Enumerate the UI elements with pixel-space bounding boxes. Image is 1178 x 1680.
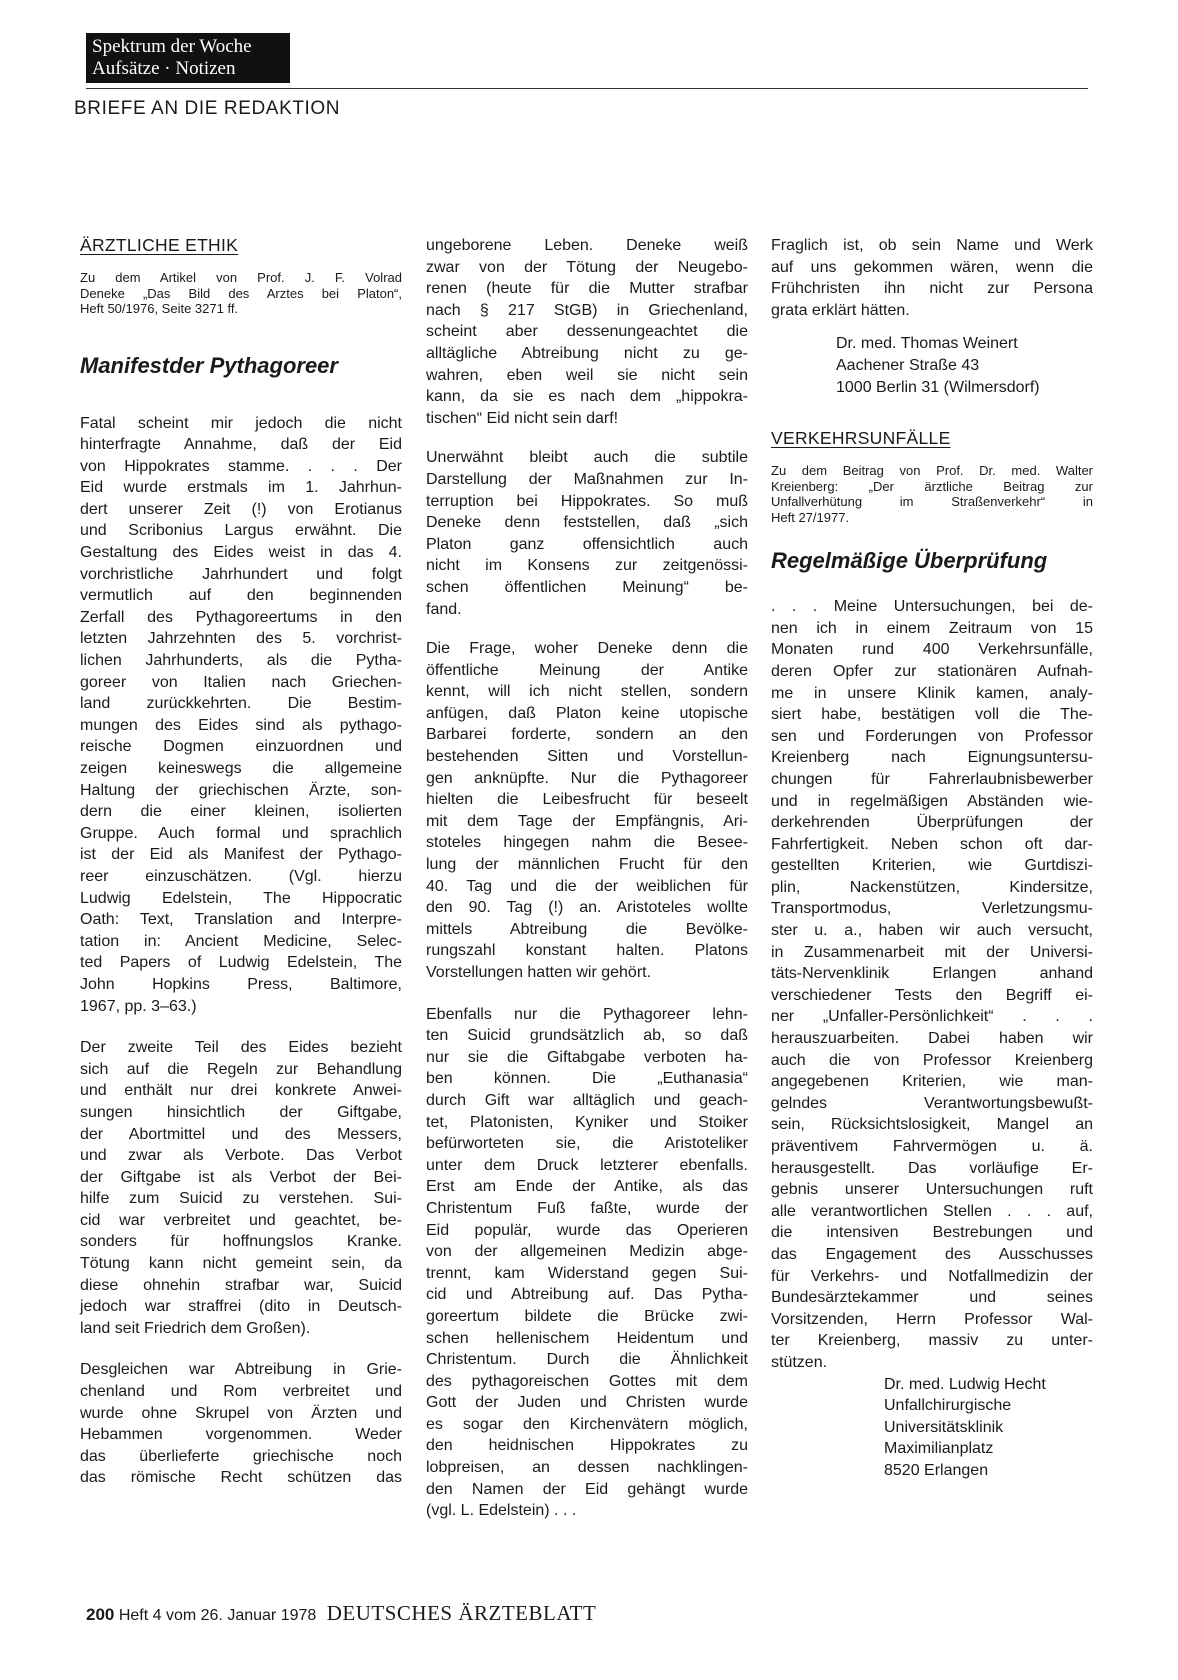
text-line: das Engagement des Ausschusses (771, 1245, 1093, 1263)
text-line: hilfe zum Suicid zu verstehen. Sui- (80, 1190, 402, 1208)
text-line: schen hellenischem Heidentum und (426, 1329, 748, 1347)
text-line: Heft 50/1976, Seite 3271 ff. (80, 301, 239, 316)
journal-name: DEUTSCHES ÄRZTEBLATT (326, 1601, 597, 1625)
paragraph (426, 638, 748, 984)
signature-hecht (884, 1374, 1093, 1482)
text-line: das römische Recht schützen das (80, 1469, 402, 1487)
text-line: vermutlich auf den beginnenden (80, 587, 402, 605)
text-line: Kreienberg nach Eignungsuntersu- (771, 749, 1093, 767)
page-footer (86, 1601, 596, 1626)
text-line: vorchristliche Jahrhundert und folgt (80, 565, 402, 583)
text-line: der Pythagoreer (169, 352, 338, 378)
text-line: Erst am Ende der Antike, als das (426, 1178, 748, 1196)
text-line: gebnis unserer Untersuchungen ruft (771, 1181, 1093, 1199)
text-line: Maximilianplatz (884, 1440, 994, 1458)
paragraph (80, 413, 402, 1018)
text-line: deren Opfer zur stationären Aufnah- (771, 662, 1093, 680)
text-line: ner „Unfaller-Persönlichkeit“ . . . (771, 1008, 1093, 1026)
text-line: reische Dogmen einzuordnen und (80, 738, 402, 756)
text-line: herausgestellt. Das vorläufige Er- (771, 1159, 1093, 1177)
text-line: Ludwig Edelstein, The Hippocratic (80, 889, 402, 907)
text-line: Barbarei forderte, sondern an den (426, 726, 748, 744)
text-line: befürworteten sie, die Aristoteliker (426, 1135, 748, 1153)
text-line: Darstellung der Maßnahmen zur In- (426, 470, 748, 488)
text-line: auch die von Professor Kreienberg (771, 1051, 1093, 1069)
text-line: Oath: Text, Translation and Interpre- (80, 911, 402, 929)
text-line: wurde ohne Skrupel von Ärzten und (80, 1404, 402, 1422)
paragraph (426, 447, 748, 620)
text-line: Manifest (80, 352, 170, 378)
text-line: tet, Platonisten, Kyniker und Stoiker (426, 1113, 748, 1131)
header-rule (86, 88, 1088, 89)
text-line: Haltung der griechischen Ärzte, son- (80, 781, 402, 799)
text-line: auf uns gekommen wären, wenn die (771, 258, 1093, 276)
text-line: (vgl. L. Edelstein) . . . (426, 1502, 577, 1520)
text-line: kennt, will ich nicht stellen, sondern (426, 683, 748, 701)
text-line: cid war verbreitet und geachtet, be- (80, 1211, 402, 1229)
text-line: Unfallchirurgische (884, 1397, 1012, 1415)
text-line: der Abortmittel und des Messers, (80, 1125, 402, 1143)
text-line: Unfallverhütung im Straßenverkehr“ in (771, 494, 1093, 510)
text-line: trennt, kam Widerstand gegen Sui- (426, 1264, 748, 1282)
text-line: dern die einer kleinen, isolierten (80, 803, 402, 821)
text-line: Dr. med. Ludwig Hecht (884, 1375, 1046, 1393)
text-line: reer einzuschätzen. (Vgl. hierzu (80, 867, 402, 885)
text-line: alltägliche Abtreibung nicht zu ge- (426, 344, 748, 362)
text-line: gelndes Verantwortungsbewußt- (771, 1094, 1093, 1112)
text-line: hinterfragte Annahme, daß der Eid (80, 436, 402, 454)
text-line: Gestaltung des Eides weist in das 4. (80, 544, 402, 562)
text-line: ster u. a., haben wir auch versucht, (771, 922, 1093, 940)
text-line: dert unserer Zeit (!) von Erotianus (80, 500, 402, 518)
reference-note (80, 270, 402, 317)
text-line: goreertum bildete die Brücke zwi- (426, 1307, 748, 1325)
text-line: Desgleichen war Abtreibung in Grie- (80, 1361, 402, 1379)
text-line: Tötung kann nicht gemeint sein, da (80, 1255, 402, 1273)
text-line: hielten die Leibesfrucht für beseelt (426, 791, 748, 809)
text-line: derkehrenden Überprüfungen der (771, 814, 1093, 832)
text-line: ist der Eid als Manifest der Pythago- (80, 846, 402, 864)
text-line: öffentliche Meinung der Antike (426, 661, 748, 679)
text-line: Vorstellungen hatten wir gehört. (426, 964, 652, 981)
text-line: den heidnischen Hippokrates zu (426, 1437, 748, 1455)
text-line: Gruppe. Auch formal und sprachlich (80, 824, 402, 842)
text-line: ted Papers of Ludwig Edelstein, The (80, 954, 402, 972)
text-line: Gott der Juden und Christen wurde (426, 1394, 748, 1412)
text-line: den Namen der Eid gehängt wurde (426, 1480, 748, 1498)
text-line: und in regelmäßigen Abständen wie- (771, 792, 1093, 810)
text-line: John Hopkins Press, Baltimore, (80, 975, 402, 993)
text-line: für Verkehrs- und Notfallmedizin der (771, 1267, 1093, 1285)
text-line: Unerwähnt bleibt auch die subtile (426, 449, 748, 467)
paragraph (426, 1004, 748, 1522)
text-line: Kreienberg: „Der ärztliche Beitrag zur (771, 478, 1093, 494)
text-line: Platon ganz offensichtlich auch (426, 535, 748, 553)
text-line: mit dem Tage der Empfängnis, Ari- (426, 812, 748, 830)
text-line: die intensiven Bestrebungen und (771, 1224, 1093, 1242)
text-line: nach § 217 StGB) in Griechenland, (426, 301, 748, 319)
text-line: land seit Friedrich dem Großen). (80, 1319, 311, 1337)
text-line: Christentum Fuß faßte, wurde der (426, 1199, 748, 1217)
text-line: das überlieferte griechische noch (80, 1447, 402, 1465)
signature-weinert (836, 333, 1093, 398)
text-line: jedoch war straffrei (dito in Deutsch- (80, 1298, 402, 1316)
text-line: chungen für Fahrerlaubnisbewerber (771, 770, 1093, 788)
text-line: Eid wurde erstmals im 1. Jahrhun- (80, 479, 402, 497)
text-line: Bundesärztekammer und seines (771, 1289, 1093, 1307)
text-line: zeigen keineswegs die allgemeine (80, 760, 402, 777)
paragraph (426, 235, 748, 429)
text-line: Aachener Straße 43 (836, 356, 980, 374)
header-box-line2: Aufsätze · Notizen (92, 58, 236, 79)
text-line: nen ich in einem Zeitraum von 15 (771, 619, 1093, 637)
text-line: Hebammen vorgenommen. Weder (80, 1426, 402, 1444)
text-line: sungen hinsichtlich der Giftgabe, (80, 1103, 402, 1121)
text-line: rungszahl konstant halten. Platons (426, 942, 748, 960)
text-line: der Giftgabe ist als Verbot der Bei- (80, 1168, 402, 1186)
reference-note (771, 463, 1093, 525)
text-line: Fatal scheint mir jedoch die nicht (80, 414, 402, 432)
text-line: Dr. med. Thomas Weinert (836, 335, 1018, 353)
text-line: und zwar als Verbote. Das Verbot (80, 1147, 402, 1165)
page-number: 200 (86, 1605, 115, 1624)
section-header-box (86, 33, 290, 83)
text-line: Ebenfalls nur die Pythagoreer lehn- (426, 1005, 748, 1023)
kicker-aerztliche-ethik: ÄRZTLICHE ETHIK (80, 235, 239, 255)
text-line: land zurückkehrten. Die Bestim- (80, 695, 402, 713)
text-line: kann, da sie es nach dem „hippokra- (426, 388, 748, 406)
text-line: ten Suicid grundsätzlich ab, so daß (426, 1027, 748, 1045)
text-line: unter dem Druck letzterer ebenfalls. (426, 1156, 748, 1174)
text-line: lichen Jahrhunderts, als die Pytha- (80, 652, 402, 670)
header-box-line1: Spektrum der Woche (92, 36, 252, 57)
text-line: anfügen, daß Platon keine utopische (426, 704, 748, 722)
text-line: nicht im Konsens zur zeitgenössi- (426, 557, 748, 575)
text-line: herauszuarbeiten. Dabei haben wir (771, 1030, 1093, 1048)
text-line: Deneke „Das Bild des Arztes bei Platon“, (80, 285, 402, 301)
text-line: mittels Abtreibung die Bevölke- (426, 920, 748, 938)
headline-manifest (80, 352, 402, 379)
text-line: fand. (426, 600, 462, 618)
text-line: und Scribonius Largus erwähnt. Die (80, 522, 402, 540)
text-line: cid und Abtreibung auf. Das Pytha- (426, 1286, 748, 1304)
paragraph (771, 235, 1093, 321)
headline-regelmaessige-ueberpruefung: Regelmäßige Überprüfung (771, 548, 1048, 574)
text-line: sen und Forderungen von Professor (771, 727, 1093, 745)
text-line: siert habe, bestätigen voll die The- (771, 706, 1093, 724)
text-line: Zerfall des Pythagoreertums in den (80, 608, 402, 626)
text-line: letzten Jahrzehnten des 5. vorchrist- (80, 630, 402, 648)
text-line: zwar von der Tötung der Neugebo- (426, 258, 748, 276)
text-line: wahren, eben weil sie nicht sein (426, 366, 748, 384)
text-line: gen anknüpfte. Nur die Pythagoreer (426, 769, 748, 787)
text-line: Universitätsklinik (884, 1418, 1004, 1436)
paragraph (771, 596, 1093, 1373)
text-line: Fahrfertigkeit. Neben schon oft dar- (771, 835, 1093, 853)
text-line: den 90. Tag (!) an. Aristoteles wollte (426, 899, 748, 917)
kicker-verkehrsunfaelle: VERKEHRSUNFÄLLE (771, 428, 951, 449)
text-line: sich auf die Regeln zur Behandlung (80, 1060, 402, 1078)
text-line: goreer von Italien nach Griechen- (80, 673, 402, 691)
text-line: ter Kreienberg, massiv zu unter- (771, 1332, 1093, 1350)
text-line: stützen. (771, 1353, 828, 1371)
text-line: in Zusammenarbeit mit der Universi- (771, 943, 1093, 961)
text-line: verschiedener Tests den Begriff ei- (771, 986, 1093, 1004)
text-line: stoteles hingegen nahm die Besee- (426, 834, 748, 852)
paragraph (80, 1037, 402, 1339)
text-line: mungen des Eides sind als pythago- (80, 716, 402, 734)
text-line: Die Frage, woher Deneke denn die (426, 640, 748, 658)
text-line: gestellten Kriterien, wie Gurtdiszi- (771, 857, 1093, 875)
text-line: chenland und Rom verbreitet und (80, 1383, 402, 1401)
text-line: Der zweite Teil des Eides bezieht (80, 1039, 402, 1057)
text-line: me in unsere Klinik kamen, analy- (771, 684, 1093, 702)
section-title: BRIEFE AN DIE REDAKTION (74, 98, 341, 119)
text-line: täts-Nervenklinik Erlangen anhand (771, 965, 1093, 983)
text-line: 1967, pp. 3–63.) (80, 997, 197, 1015)
text-line: ben können. Die „Euthanasia“ (426, 1070, 748, 1088)
text-line: tation in: Ancient Medicine, Selec- (80, 932, 402, 950)
text-line: renen (heute für die Mutter strafbar (426, 280, 748, 298)
text-line: Zu dem Beitrag von Prof. Dr. med. Walter (771, 463, 1093, 479)
text-line: Deneke denn feststellen, daß „sich (426, 514, 748, 532)
text-line: terruption bei Hippokrates. So muß (426, 492, 748, 510)
text-line: Fraglich ist, ob sein Name und Werk (771, 237, 1093, 254)
issue-info: Heft 4 vom 26. Januar 1978 (118, 1607, 317, 1624)
text-line: 1000 Berlin 31 (Wilmersdorf) (836, 378, 1040, 396)
text-line: lobpreisen, an dessen nachklingen- (426, 1459, 748, 1477)
text-line: und enthält nur drei konkrete Anwei- (80, 1082, 402, 1100)
text-line: Heft 27/1977. (771, 509, 850, 525)
text-line: angegebenen Kriterien, wie man- (771, 1073, 1093, 1091)
text-line: grata erklärt hätten. (771, 301, 910, 319)
text-line: Frühchristen ihn nicht zur Persona (771, 280, 1093, 298)
text-line: Zu dem Artikel von Prof. J. F. Volrad (80, 270, 402, 285)
text-line: durch Gift war alltäglich und geach- (426, 1091, 748, 1109)
text-line: präventivem Fahrvermögen u. ä. (771, 1138, 1093, 1155)
text-line: Transportmodus, Verletzungsmu- (771, 900, 1093, 918)
column-3 (771, 235, 1093, 1482)
text-line: diese ohnehin strafbar war, Suicid (80, 1276, 402, 1294)
text-line: scheint aber dessenungeachtet die (426, 323, 748, 341)
text-line: bestehenden Sitten und Vorstellun- (426, 748, 748, 766)
text-line: sein, Rücksichtslosigkeit, Mangel an (771, 1116, 1093, 1134)
text-line: schen öffentlichen Meinung“ be- (426, 578, 748, 596)
text-line: des pythagoreischen Gottes mit dem (426, 1372, 748, 1390)
text-line: Monaten rund 400 Verkehrsunfälle, (771, 641, 1093, 659)
text-line: ungeborene Leben. Deneke weiß (426, 237, 748, 254)
text-line: nur sie die Giftabgabe verboten ha- (426, 1048, 748, 1066)
text-line: Vorsitzenden, Herrn Professor Wal- (771, 1310, 1093, 1328)
text-line: Christentum. Durch die Ähnlichkeit (426, 1351, 748, 1369)
text-line: von Hippokrates stamme. . . . Der (80, 457, 402, 475)
text-line: . . . Meine Untersuchungen, bei de- (771, 598, 1093, 616)
text-line: tischen“ Eid nicht sein darf! (426, 409, 619, 427)
text-line: von der allgemeinen Medizin abge- (426, 1243, 748, 1261)
text-line: lung der männlichen Frucht für den (426, 856, 748, 874)
text-line: es sogar den Kirchenvätern möglich, (426, 1415, 748, 1433)
text-line: 8520 Erlangen (884, 1461, 989, 1479)
paragraph (80, 1359, 402, 1489)
text-line: 40. Tag und die der weiblichen für (426, 877, 748, 895)
text-line: sonders für hoffnungslos Kranke. (80, 1233, 402, 1251)
column-1 (80, 235, 402, 1489)
text-line: Eid populär, wurde das Operieren (426, 1221, 748, 1239)
column-2 (426, 235, 748, 1522)
text-line: alle verantwortlichen Stellen . . . auf, (771, 1202, 1093, 1220)
text-line: plin, Nackenstützen, Kindersitze, (771, 878, 1093, 896)
